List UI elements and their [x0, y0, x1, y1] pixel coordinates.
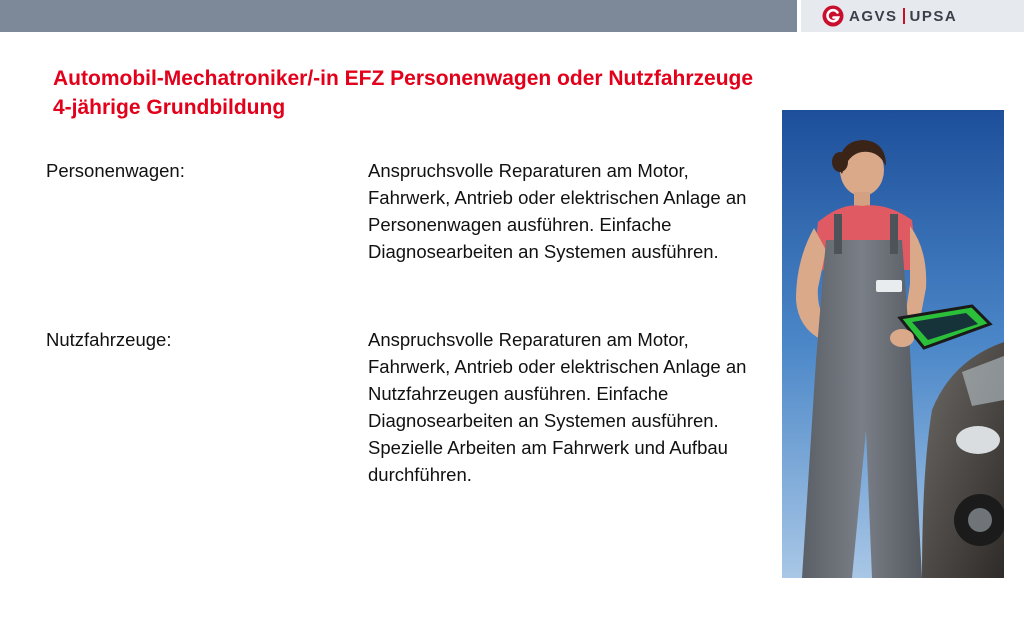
row-description: Anspruchsvolle Reparaturen am Motor, Fahrwerk, Antrieb oder elektrischen Anlage an Nutzfahrzeugen ausführen. Einfache Diagnosearbeiten an Systemen ausführen. Spezielle Arbeiten am Fahrwerk und Aufbau durchführen. — [368, 329, 747, 485]
row-description: Anspruchsvolle Reparaturen am Motor, Fahrwerk, Antrieb oder elektrischen Anlage an Personenwagen ausführen. Einfache Diagnosearbeiten an Systemen ausführen. — [368, 160, 747, 262]
row-label: Nutzfahrzeuge: — [46, 329, 172, 350]
slide-title-line2: 4-jährige Grundbildung — [53, 96, 286, 119]
header-bar — [0, 0, 797, 32]
logo-text-left: AGVS — [849, 7, 898, 25]
slide-title-line1: Automobil-Mechatroniker/-in EFZ Personenwagen oder Nutzfahrzeuge — [53, 67, 754, 90]
agvs-upsa-logo — [822, 5, 957, 27]
mechanic-illustration — [782, 110, 1004, 578]
logo-separator — [903, 8, 905, 24]
logo-text-right: UPSA — [909, 7, 958, 25]
agvs-logo-icon — [822, 5, 844, 27]
row-label: Personenwagen: — [46, 160, 185, 181]
mechatronic-photo — [782, 110, 1004, 578]
slide-title — [53, 64, 773, 122]
